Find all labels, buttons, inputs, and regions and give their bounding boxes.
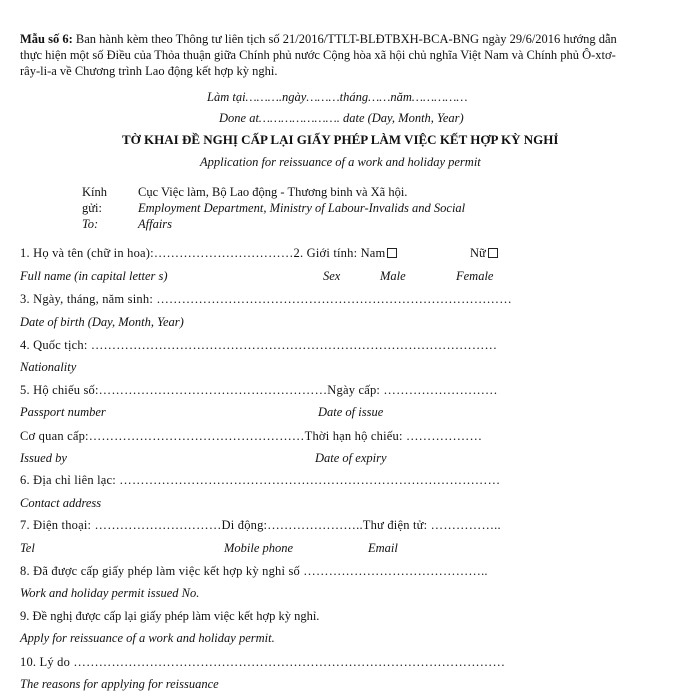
recipient-name-en-1: Employment Department, Ministry of Labour-Invalids and Social <box>138 201 466 215</box>
form-number: Mẫu số 6: <box>20 32 73 46</box>
header-line-2: thực hiện một số Điều của Thỏa thuận giữa Chính phủ nước Cộng hòa xã hội chủ nghĩa Việt Nam và Chính phủ Ô-xtơ- <box>20 48 616 62</box>
field-sex-female-vn: Nữ <box>470 246 498 261</box>
header-line-3: rây-li-a về Chương trình Lao động kết hợp kỳ nghỉ. <box>20 64 278 78</box>
field-mobile-en: Mobile phone <box>224 541 294 555</box>
header-line-1: Mẫu số 6: Ban hành kèm theo Thông tư liên tịch số 21/2016/TTLT-BLĐTBXH-BCA-BNG ngày 29/6/2016 hướng dẫn <box>20 32 617 46</box>
field-permit-number-vn: 8. Đã được cấp giấy phép làm việc kết hợp kỳ nghỉ số …………………………………….. <box>20 564 488 578</box>
field-full-name-en: Full name (in capital letter s) <box>20 269 168 283</box>
field-reason-en: The reasons for applying for reissuance <box>20 677 219 691</box>
field-male-en: Male <box>380 269 406 283</box>
field-permit-number-en: Work and holiday permit issued No. <box>20 586 200 600</box>
field-contact-address-en: Contact address <box>20 496 102 510</box>
field-email-en: Email <box>368 541 398 555</box>
recipient-label-1: Kính <box>82 185 107 199</box>
field-contact-address-vn: 6. Địa chỉ liên lạc: ……………………………………………………………………………… <box>20 473 501 487</box>
title-en: Application for reissuance of a work and holiday permit <box>200 155 481 169</box>
field-expiry-en: Date of expiry <box>315 451 387 465</box>
field-tel-en: Tel <box>20 541 35 555</box>
recipient-label-2: gửi: <box>82 201 102 215</box>
field-reissue-request-vn: 9. Đề nghị được cấp lại giấy phép làm việc kết hợp kỳ nghỉ. <box>20 609 320 623</box>
field-nationality-vn: 4. Quốc tịch: …………………………………………………………………………………… <box>20 338 498 352</box>
field-reason-vn: 10. Lý do ………………………………………………………………………………………… <box>20 655 506 669</box>
field-issue-date-en: Date of issue <box>318 405 384 419</box>
field-nationality-en: Nationality <box>20 360 77 374</box>
field-female-en: Female <box>456 269 494 283</box>
field-passport-vn: 5. Hộ chiếu số:………………………………………………Ngày cấp: ……………………… <box>20 383 498 397</box>
field-full-name-vn: 1. Họ và tên (chữ in hoa):……………………………2. Giới tính: Nam <box>20 246 397 261</box>
field-phone-vn: 7. Điện thoại: …………………………Di động:…………………..Thư điện tử: …………….. <box>20 518 501 532</box>
field-passport-en: Passport number <box>20 405 106 419</box>
recipient-name-en-2: Affairs <box>138 217 173 231</box>
male-checkbox[interactable] <box>387 248 397 258</box>
place-date-vn: Làm tại……….ngày………tháng……năm…………… <box>207 90 468 104</box>
field-date-of-birth-en: Date of birth (Day, Month, Year) <box>20 315 184 329</box>
recipient-name-vn: Cục Việc làm, Bộ Lao động - Thương binh và Xã hội. <box>138 185 408 199</box>
recipient-label-en: To: <box>82 217 99 231</box>
field-issued-by-vn: Cơ quan cấp:……………………………………………Thời hạn hộ chiếu: ……………… <box>20 429 483 443</box>
title-vn: TỜ KHAI ĐỀ NGHỊ CẤP LẠI GIẤY PHÉP LÀM VIỆC KẾT HỢP KỲ NGHỈ <box>122 132 559 147</box>
field-date-of-birth-vn: 3. Ngày, tháng, năm sinh: ………………………………………………………………………… <box>20 292 512 306</box>
field-sex-en: Sex <box>323 269 341 283</box>
female-checkbox[interactable] <box>488 248 498 258</box>
field-issued-by-en: Issued by <box>20 451 67 465</box>
field-reissue-request-en: Apply for reissuance of a work and holiday permit. <box>20 631 275 645</box>
place-date-en: Done at…………………. date (Day, Month, Year) <box>219 111 464 125</box>
